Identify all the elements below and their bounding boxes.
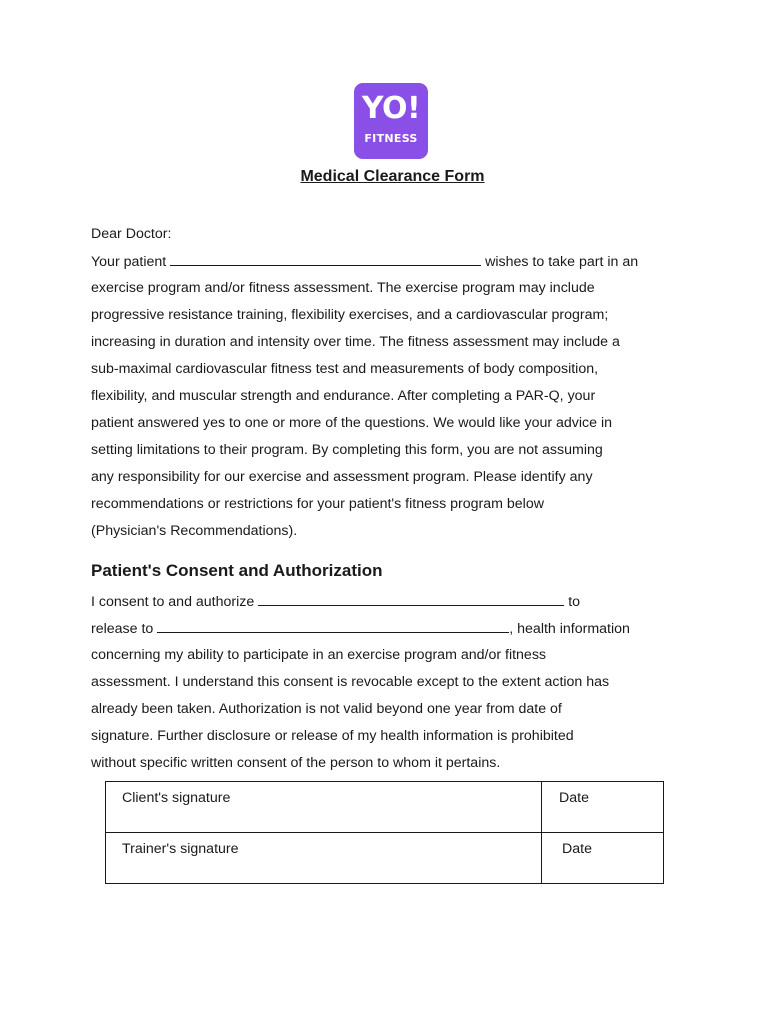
authorize-line — [91, 592, 580, 611]
greeting: Dear Doctor: — [91, 226, 172, 242]
intro-line: (Physician's Recommendations). — [91, 523, 298, 539]
authorize-suffix: to — [568, 594, 581, 610]
consent-heading: Patient's Consent and Authorization — [91, 561, 383, 580]
yo-fitness-logo — [354, 83, 428, 159]
release-line — [91, 619, 630, 638]
consent-line: without specific written consent of the person to whom it pertains. — [91, 755, 501, 771]
intro-line: progressive resistance training, flexibility exercises, and a cardiovascular program; — [91, 307, 609, 323]
trainer-signature-cell[interactable]: Trainer's signature — [106, 833, 542, 884]
intro-line: increasing in duration and intensity over time. The fitness assessment may include a — [91, 334, 620, 350]
patient-name-blank[interactable] — [170, 252, 481, 266]
logo-main-text: YO! — [361, 91, 421, 126]
release-blank[interactable] — [157, 619, 509, 633]
logo-sub-text: FITNESS — [364, 132, 418, 145]
intro-line: recommendations or restrictions for your patient's fitness program below — [91, 496, 544, 512]
consent-line: concerning my ability to participate in an exercise program and/or fitness — [91, 647, 547, 663]
intro-line: setting limitations to their program. By completing this form, you are not assuming — [91, 442, 603, 458]
patient-suffix: wishes to take part in an — [485, 254, 639, 270]
authorize-blank[interactable] — [258, 592, 564, 606]
patient-prefix: Your patient — [91, 254, 167, 270]
consent-line: signature. Further disclosure or release of my health information is prohibited — [91, 728, 574, 744]
client-date-cell[interactable]: Date — [542, 782, 664, 833]
intro-line: any responsibility for our exercise and assessment program. Please identify any — [91, 469, 593, 485]
release-suffix: , health information — [509, 621, 630, 637]
release-prefix: release to — [91, 621, 154, 637]
table-row — [106, 782, 664, 833]
form-title: Medical Clearance Form — [300, 168, 485, 185]
intro-line: exercise program and/or fitness assessment. The exercise program may include — [91, 280, 595, 296]
trainer-date-cell[interactable]: Date — [542, 833, 664, 884]
client-signature-cell[interactable]: Client's signature — [106, 782, 542, 833]
consent-line: assessment. I understand this consent is revocable except to the extent action has — [91, 674, 610, 690]
consent-line: already been taken. Authorization is not valid beyond one year from date of — [91, 701, 562, 717]
table-row — [106, 833, 664, 884]
authorize-prefix: I consent to and authorize — [91, 594, 255, 610]
intro-line: patient answered yes to one or more of the questions. We would like your advice in — [91, 415, 613, 431]
signature-table — [105, 781, 664, 884]
patient-line — [91, 252, 638, 271]
intro-line: sub-maximal cardiovascular fitness test and measurements of body composition, — [91, 361, 599, 377]
intro-line: flexibility, and muscular strength and endurance. After completing a PAR-Q, your — [91, 388, 596, 404]
